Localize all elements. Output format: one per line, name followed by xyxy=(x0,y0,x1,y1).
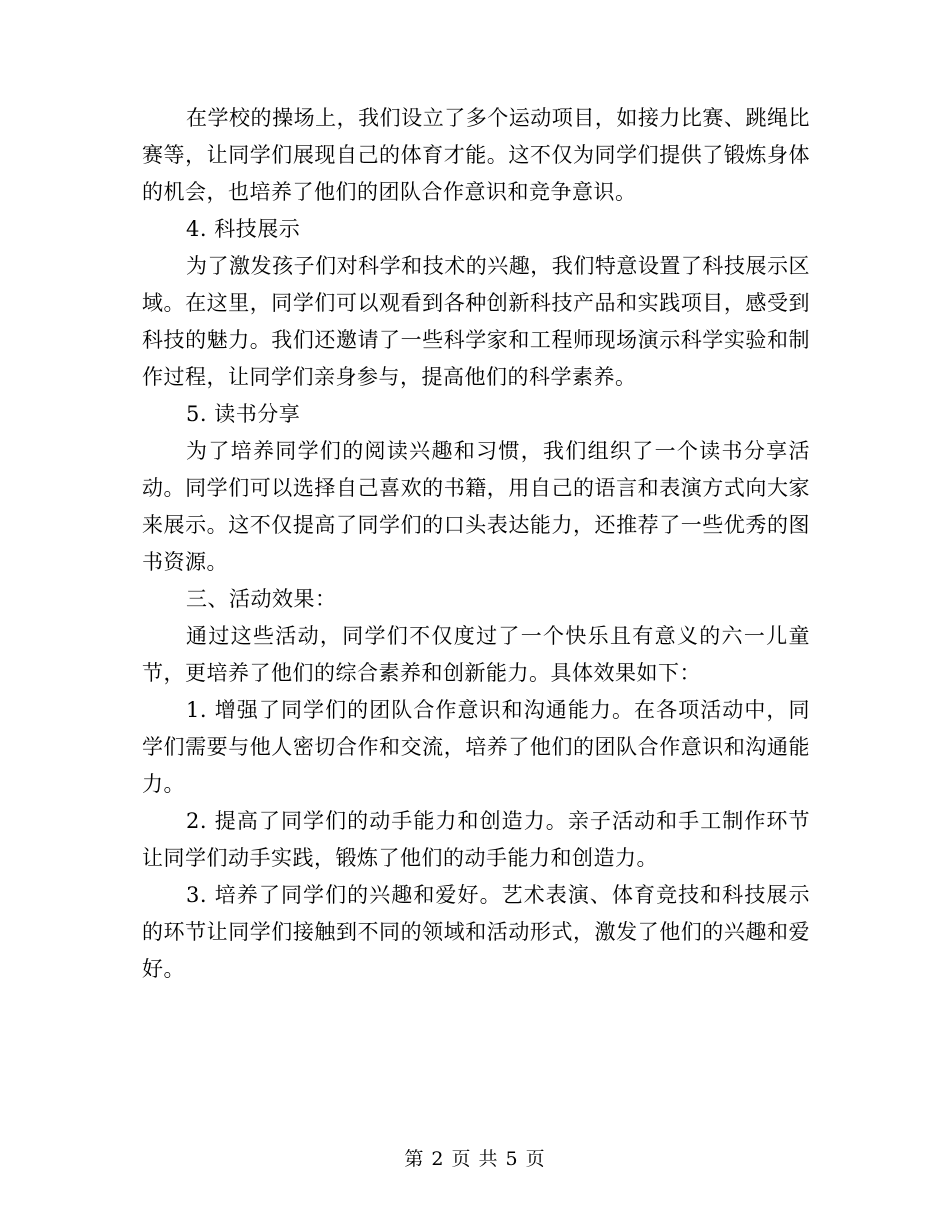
heading-book-sharing: 5. 读书分享 xyxy=(186,402,301,426)
paragraph-sports: 在学校的操场上，我们设立了多个运动项目，如接力比赛、跳绳比赛等，让同学们展现自己的体育才能。这不仅为同学们提供了锻炼身体的机会，也培养了他们的团队合作意识和竞争意识。 xyxy=(142,106,810,204)
paragraph-result-2: 2. 提高了同学们的动手能力和创造力。亲子活动和手工制作环节让同学们动手实践，锻炼了他们的动手能力和创造力。 xyxy=(142,809,810,870)
paragraph-tech-exhibit: 为了激发孩子们对科学和技术的兴趣，我们特意设置了科技展示区域。在这里，同学们可以观看到各种创新科技产品和实践项目，感受到科技的魅力。我们还邀请了一些科学家和工程师现场演示科学实验和制作过程，让同学们亲身参与，提高他们的科学素养。 xyxy=(142,254,810,389)
heading-activity-results: 三、活动效果： xyxy=(186,587,337,611)
paragraph-result-1: 1. 增强了同学们的团队合作意识和沟通能力。在各项活动中，同学们需要与他人密切合作和交流，培养了他们的团队合作意识和沟通能力。 xyxy=(142,698,810,796)
paragraph-result-3: 3. 培养了同学们的兴趣和爱好。艺术表演、体育竞技和科技展示的环节让同学们接触到不同的领域和活动形式，激发了他们的兴趣和爱好。 xyxy=(142,883,810,981)
paragraph-book-sharing: 为了培养同学们的阅读兴趣和习惯，我们组织了一个读书分享活动。同学们可以选择自己喜欢的书籍，用自己的语言和表演方式向大家来展示。这不仅提高了同学们的口头表达能力，还推荐了一些优秀的图书资源。 xyxy=(142,439,810,574)
heading-tech-exhibit: 4. 科技展示 xyxy=(186,217,301,241)
document-body xyxy=(142,100,810,988)
paragraph-results-intro: 通过这些活动，同学们不仅度过了一个快乐且有意义的六一儿童节，更培养了他们的综合素养和创新能力。具体效果如下： xyxy=(142,624,810,685)
page-number-footer: 第 2 页 共 5 页 xyxy=(404,1148,546,1170)
